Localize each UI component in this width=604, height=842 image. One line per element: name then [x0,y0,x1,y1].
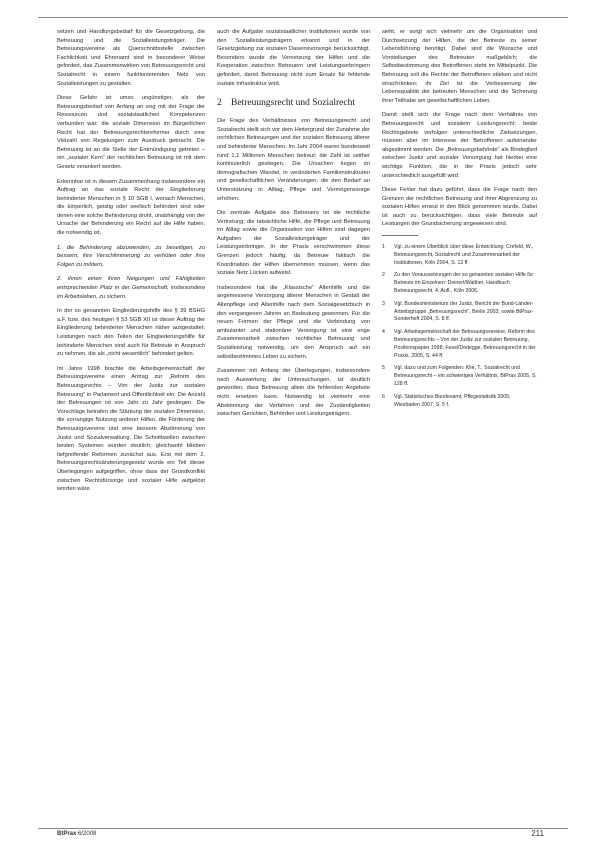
paragraph: Erkennbar ist in diesem Zusammenhang insbesondere ein Auftrag an das soziale Recht der Eingliederung behinderter Menschen in § 10 SGB I, wonach Menschen, die körperlich, geistig oder seelisch behindert sind oder denen eine solche Behinderung droht, unabhängig von der Ursache der Behinderung ein Recht auf die Hilfe haben, die notwendig ist, [57,178,205,237]
paragraph: Die Frage des Verhältnisses von Betreuungsrecht und Sozialrecht stellt sich vor dem Hintergrund der Zunahme der rechtlichen Betreuungen und der sozialen Betreuung älterer und behinderter Menschen. Im Jahr 2004 waren bundesweit rund 1,1 Millionen Menschen betreut; die Zahl ist seither kontinuierlich gestiegen. Die Ursachen liegen im demografischen Wandel, in veränderten Familienstrukturen und gesellschaftlichen Veränderungen, die den Bedarf an Unterstützung in Alltag, Pflege und Vermögenssorge erhöhen. [217,118,370,202]
footnotes [382,244,537,409]
footnote [382,301,537,324]
footnote-number: 2 [382,272,385,279]
page-number: 211 [531,829,544,838]
journal-footer [57,831,96,837]
paragraph: Diese Fehler hat dazu geführt, dass die Frage nach den Grenzen der rechtlichen Betreuung und ihrer Abgrenzung zu sozialen Hilfen erneut in den Blick genommen wurde. Dabei ist auch zu berücksichtigen, dass viele Betreute auf Leistungen der Grundsicherung angewiesen sind. [382,187,537,228]
footnote [382,272,537,295]
footnote-number: 4 [382,329,385,336]
footnote-text: Zu den Voraussetzungen der so genannten sozialen Hilfe für Betreute im Einzelnen: Deinert/Walther, Handbuch Betreuungsrecht, 4. Aufl., Köln 2006. [394,272,534,295]
footnote-number: 1 [382,244,385,251]
top-rule [38,17,568,18]
paragraph: Insbesondere hat die „Klassische“ Altenhilfe und die angemessene Versorgung älterer Menschen in Gestalt der Altenpflege und Altenhilfe nach dem Sozialgesetzbuch in den vergangenen Jahren an Bedeutung gewonnen. Für die neuen Formen der Pflege und die Verbindung von ambulanter und stationärer Versorgung ist eine enge Zusammenarbeit zwischen rechtlicher Betreuung und Sozialleistung notwendig, um den Anspruch auf ein selbstbestimmtes Leben zu sichern. [217,284,370,360]
paragraph: auch die Aufgabe sozialstaatlicher Institutionen wurde von den Sozialleistungsträgern erkannt und in der Gesetzgebung zur sozialen Daseinsvorsorge berücksichtigt. Besonders wurde die Vernetzung der Hilfen und die Kooperation zwischen Betreuern und Leistungserbringern gefordert, damit Betreuung nicht zum Ersatz für fehlende soziale Infrastruktur wird. [217,29,370,87]
paragraph: Damit stellt sich die Frage nach dem Verhältnis von Betreuungsrecht und sozialem Leistungsrecht; beide Rechtsgebiete verfolgen unterschiedliche Zielsetzungen, müssen aber im Interesse der Betroffenen aufeinander abgestimmt werden. Die „Betreuungsbehörde“ als Bindeglied zwischen Justiz und sozialer Versorgung hat hierbei eine wichtige Funktion, die in der Praxis jedoch sehr unterschiedlich ausgefüllt wird. [382,112,537,179]
footnote [382,329,537,360]
bottom-rule [38,828,568,829]
paragraph: 2. ihnen einen ihren Neigungen und Fähigkeiten entsprechenden Platz in der Gemeinschaft, insbesondere im Arbeitsleben, zu sichern. [57,276,205,300]
paragraph: setzen und Handlungsbedarf für die Gesetzgebung, die Betreuung und die Sozialleistungsträger. Die Betreuungsvereine als Querschnittsstelle zwischen Fachlichkeit und Ehrenamt sind in besonderer Weise gefordert, das Zusammenwirken von Betreuungsrecht und Sozialrecht in einem funktionierenden Netz von Sozialleistungen zu gestalten. [57,29,205,87]
footnote-number: 6 [382,393,385,400]
paragraph: 1. die Behinderung abzuwenden, zu beseitigen, zu bessern, ihre Verschlimmerung zu verhüten oder ihre Folgen zu mildern, [57,244,205,268]
journal-issue: 6/2008 [78,831,97,837]
column-3 [382,28,537,414]
journal-name: BtPrax [57,831,77,837]
footnote [382,365,537,388]
section-heading [217,98,370,109]
column-2 [217,28,370,425]
section-number: 2 [217,98,222,109]
paragraph: In der so genannten Eingliederungshilfe des § 39 BSHG a.F. bzw. des heutigen § 53 SGB XII ist dieser Auftrag der Eingliederung behinderter Menschen näher ausgestaltet; Leistungen nach den Teilen der Eingliederungshilfe für behinderte Menschen sind auch für Betreute in Anspruch zu nehmen, die als „nicht wesentlich“ behindert gelten. [57,308,205,358]
paragraph: sieht, er sorgt sich vielmehr um die Organisation und Durchsetzung der Hilfen, die der Betreute zu seiner Lebensführung benötigt. Dabei sind die Wünsche und Vorstellungen des Betreuten maßgeblich; die Selbstbestimmung des Betroffenen steht im Mittelpunkt. Die Betreuung soll die Rechte der Betroffenen stärken und nicht einschränken; ihr Ziel ist die Verbesserung der Lebensqualität der betreuten Menschen und die Sicherung ihrer Teilhabe am gesellschaftlichen Leben. [382,29,537,104]
footnote-number: 3 [382,300,385,307]
column-1 [57,28,205,500]
footnote-number: 5 [382,365,385,372]
footnote-text: Vgl. zu einem Überblick über diese Entwicklung: Crefeld, W., Betreuungsrecht, Sozialrecht und Zusammenarbeit der Institutionen, Köln 2004, S. 12 ff. [394,244,534,266]
section-title: Betreuungsrecht und Sozialrecht [231,98,355,109]
paragraph: Zusammen mit Anfang der Überlegungen, insbesondere nach Auswertung der Untersuchungen, ist deutlich geworden, dass Betreuung allein die fehlenden Angebote nicht ersetzen kann. Notwendig ist vielmehr eine Abstimmung der Verfahren und der Zuständigkeiten zwischen Gerichten, Behörden und Leistungsträgern. [217,368,370,418]
footnote-rule [382,235,418,236]
footnote [382,244,537,267]
paragraph: Im Jahre 1998 brachte die Arbeitsgemeinschaft der Betreuungsvereine einen Antrag zur „Reform des Betreuungsrechts – Von der Justiz zur sozialen Betreuung“ in Parlament und Öffentlichkeit ein. Die Anzahl der Betreuungen ist von Jahr zu Jahr gestiegen. Die Vorschläge betrafen die Stärkung der sozialen Dimension, die vorrangige Nutzung anderer Hilfen, die Förderung der Betreuungsvereine und eine bessere Abstimmung von Justiz und Sozialverwaltung. Die Schnittstellen zwischen beiden Systemen wurden deutlich; gleichwohl blieben tiefgreifende Reformen zunächst aus. Erst mit dem 2. Betreuungsrechtsänderungsgesetz wurde ein Teil dieser Überlegungen aufgegriffen, ohne dass der Grundkonflikt zwischen Rechtsfürsorge und sozialer Hilfe aufgelöst worden wäre. [57,365,205,493]
footnote-text: Vgl. Bundesministerium der Justiz, Bericht der Bund-Länder-Arbeitsgruppe „Betreuungsrecht“, Berlin 2003; sowie BtPrax-Sonderheft 2004, S. 8 ff. [394,300,534,323]
footnote [382,394,537,410]
paragraph: Diese Gefahr ist umso ungünstiger, als der Betreuungsbedarf von Anfang an eng mit der Frage der Ressourcen und sozialstaatlichen Kompetenzen verbunden war; die soziale Dimension im Bürgerlichen Recht hat der Betreuungsrechtsreformer durch eine Vielzahl von Regelungen zum Ausdruck gebracht. Die Betreuung ist an die Stelle der Entmündigung getreten – ein „sozialer Kern“ der rechtlichen Betreuung ist mit dem Gesetz verankert worden. [57,95,205,170]
footnote-text: Vgl. Statistisches Bundesamt, Pflegestatistik 2005, Wiesbaden 2007, S. 5 f. [394,393,511,408]
footnote-text: Vgl. Arbeitsgemeinschaft der Betreuungsvereine, Reform des Betreuungsrechts – Von der Justiz zur sozialen Betreuung, Positionspapier 1998; Fesel/Dodegge, Betreuungsrecht in der Praxis, 2005, S. 44 ff. [394,329,536,359]
footnote-text: Vgl. dazu und zum Folgenden: Klie, T., Sozialrecht und Betreuungsrecht – ein schwieriges Verhältnis, BtPrax 2005, S. 128 ff. [394,365,537,388]
paragraph: Die zentrale Aufgabe des Betreuers ist die rechtliche Vertretung; die tatsächliche Hilfe, die Pflege und Betreuung im Alltag sowie die Organisation von Hilfen sind dagegen Aufgaben der Sozialleistungsträger und der Leistungserbringer. In der Praxis verschwimmen diese Grenzen jedoch häufig, da Betreuer faktisch die Koordination der Hilfen übernehmen müssen, wenn das soziale Netz Lücken aufweist. [217,210,370,277]
